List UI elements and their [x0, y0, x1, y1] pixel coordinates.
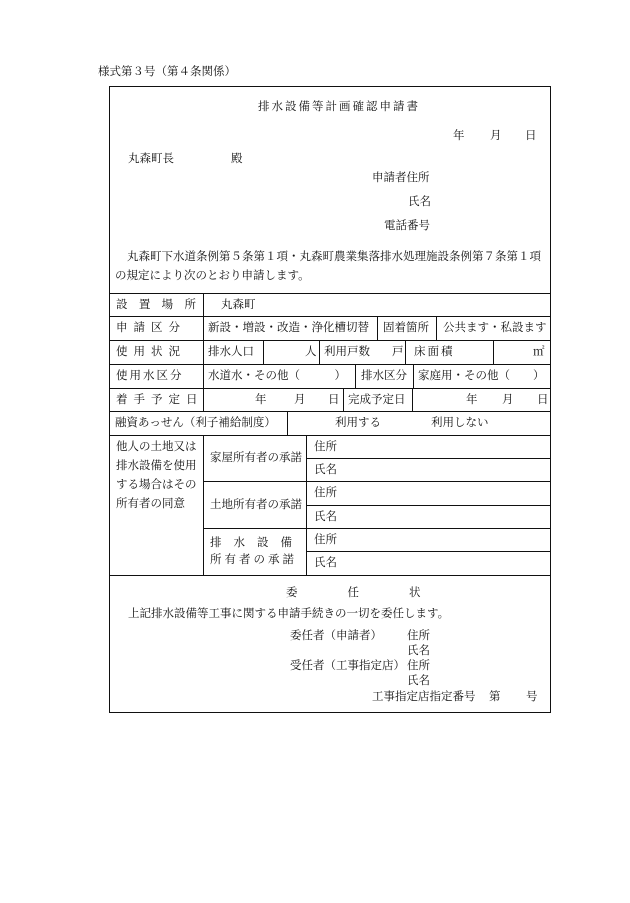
delegator-name-label: 氏名	[407, 643, 430, 657]
floor-area-label: 床面積	[414, 344, 455, 358]
start-day: 日	[328, 392, 340, 406]
house-owner-address-label: 住所	[314, 439, 337, 453]
drain-category-label: 排水区分	[361, 368, 407, 382]
delegation-text: 上記排水設備等工事に関する申請手続きの一切を委任します。	[128, 606, 450, 620]
facility-owner-name-label: 氏名	[314, 555, 337, 569]
category-options: 新設・増設・改造・浄化槽切替	[208, 320, 369, 334]
house-owner-name-label: 氏名	[314, 462, 337, 476]
date-day-label: 日	[525, 128, 537, 142]
house-owner-consent: 家屋所有者の承諾	[210, 450, 302, 464]
drain-options: 家庭用・その他（ ）	[418, 368, 545, 382]
date-month-label: 月	[490, 128, 502, 142]
body-text-line1: 丸森町下水道条例第５条第１項・丸森町農業集落排水処理施設条例第７条第１項	[127, 249, 541, 263]
category-label: 申請区分	[116, 320, 186, 334]
population-label: 排水人口	[208, 344, 254, 358]
location-label: 設 置 場 所	[116, 297, 196, 311]
land-owner-name-label: 氏名	[314, 509, 337, 523]
fixed-location-options: 公共ます・私設ます	[443, 320, 547, 334]
completion-date-label: 完成予定日	[348, 392, 406, 406]
completion-day: 日	[537, 392, 549, 406]
contractor-number-suffix: 号	[526, 689, 538, 703]
consent-side-line2: 排水設備を使用	[116, 458, 197, 472]
facility-owner-line1: 排水設備	[210, 535, 304, 549]
contractor-number-prefix: 第	[489, 689, 501, 703]
completion-month: 月	[502, 392, 514, 406]
date-year-label: 年	[453, 128, 465, 142]
facility-owner-address-label: 住所	[314, 532, 337, 546]
consent-side-line4: 所有者の同意	[116, 496, 185, 510]
delegatee-label: 受任者（工事指定店）	[290, 658, 405, 672]
form-title: 排水設備等計画確認申請書	[258, 99, 420, 113]
loan-use-option: 利用する	[335, 415, 381, 429]
facility-owner-line2: 所有者の承諾	[210, 552, 297, 566]
water-category-label: 使用水区分	[116, 368, 184, 382]
population-unit: 人	[305, 344, 317, 358]
consent-side-line3: する場合はその	[116, 477, 197, 491]
location-value: 丸森町	[221, 297, 256, 311]
applicant-phone-label: 電話番号	[384, 218, 430, 232]
water-options: 水道水・その他（ ）	[208, 368, 346, 382]
floor-area-unit: ㎡	[533, 344, 545, 358]
delegation-title: 委任状	[286, 585, 471, 599]
loan-label: 融資あっせん（利子補給制度）	[115, 415, 276, 429]
delegatee-name-label: 氏名	[407, 673, 430, 687]
completion-year: 年	[466, 392, 478, 406]
loan-not-use-option: 利用しない	[431, 415, 489, 429]
fixed-location-label: 固着箇所	[383, 320, 429, 334]
applicant-name-label: 氏名	[408, 194, 431, 208]
households-unit: 戸	[392, 344, 404, 358]
consent-side-line1: 他人の土地又は	[116, 439, 197, 453]
land-owner-address-label: 住所	[314, 485, 337, 499]
start-year: 年	[255, 392, 267, 406]
households-label: 利用戸数	[324, 344, 370, 358]
delegatee-address-label: 住所	[407, 658, 430, 672]
usage-label: 使用状況	[116, 344, 186, 358]
body-text-line2: の規定により次のとおり申請します。	[115, 268, 310, 282]
land-owner-consent: 土地所有者の承諾	[210, 497, 302, 511]
honorific: 殿	[231, 151, 243, 165]
start-date-label: 着手予定日	[116, 392, 204, 406]
delegator-address-label: 住所	[407, 628, 430, 642]
contractor-number-label: 工事指定店指定番号	[372, 689, 476, 703]
start-month: 月	[294, 392, 306, 406]
applicant-address-label: 申請者住所	[372, 170, 430, 184]
addressee: 丸森町長	[128, 151, 174, 165]
form-number: 様式第３号（第４条関係）	[98, 64, 236, 78]
delegator-label: 委任者（申請者）	[290, 628, 382, 642]
